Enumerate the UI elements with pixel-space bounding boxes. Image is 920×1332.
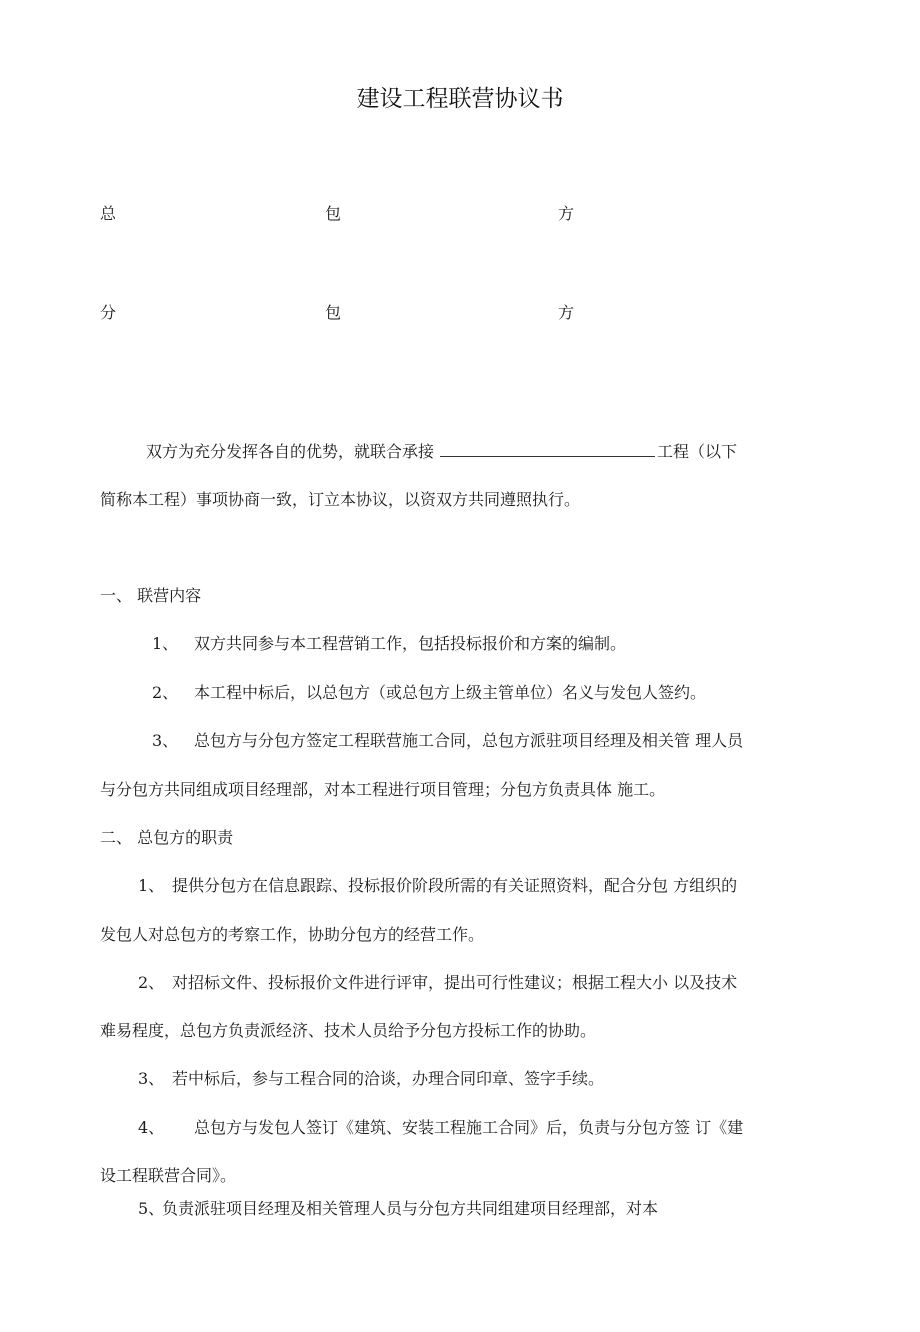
preamble-line-2: 简称本工程）事项协商一致，订立本协议，以资双方共同遵照执行。: [100, 490, 581, 509]
s2-item-5-text: 负责派驻项目经理及相关管理人员与分包方共同组建项目经理部，对本: [162, 1199, 659, 1218]
preamble-text-after: 工程（以下: [657, 442, 738, 461]
party-sub-char-1: 分: [100, 303, 117, 322]
s2-item-5-num: 5、: [138, 1199, 165, 1218]
s2-item-2-num: 2、: [138, 973, 165, 992]
party-sub-char-3: 方: [558, 303, 575, 322]
section-1-heading: 一、 联营内容: [100, 586, 202, 605]
s2-item-1-num: 1、: [138, 876, 165, 895]
s2-item-1-cont: 发包人对总包方的考察工作，协助分包方的经营工作。: [100, 925, 485, 944]
s2-item-2-cont: 难易程度，总包方负责派经济、技术人员给予分包方投标工作的协助。: [100, 1021, 597, 1040]
s2-item-4-text: 总包方与发包人签订《建筑、安装工程施工合同》后，负责与分包方签 订《建: [194, 1118, 744, 1137]
s1-item-3-cont: 与分包方共同组成项目经理部，对本工程进行项目管理；分包方负责具体 施工。: [100, 780, 666, 799]
party-sub-char-2: 包: [325, 303, 342, 322]
s2-item-1-text: 提供分包方在信息跟踪、投标报价阶段所需的有关证照资料，配合分包 方组织的: [172, 876, 738, 895]
preamble-text-before: 双方为充分发挥各自的优势，就联合承接: [146, 442, 435, 461]
s1-item-2-text: 本工程中标后，以总包方（或总包方上级主管单位）名义与发包人签约。: [194, 683, 707, 702]
s1-item-1-text: 双方共同参与本工程营销工作，包括投标报价和方案的编制。: [194, 634, 627, 653]
party-general-char-3: 方: [558, 204, 575, 223]
s1-item-1-num: 1、: [152, 634, 179, 653]
s2-item-4-num: 4、: [138, 1118, 165, 1137]
s2-item-2-text: 对招标文件、投标报价文件进行评审，提出可行性建议；根据工程大小 以及技术: [172, 973, 738, 992]
section-2-heading: 二、 总包方的职责: [100, 828, 234, 847]
project-name-blank: [440, 442, 655, 457]
s1-item-3-text: 总包方与分包方签定工程联营施工合同，总包方派驻项目经理及相关管 理人员: [194, 731, 744, 750]
document-title: 建设工程联营协议书: [356, 86, 564, 112]
s2-item-3-text: 若中标后，参与工程合同的洽谈，办理合同印章、签字手续。: [172, 1069, 605, 1088]
s2-item-4-cont: 设工程联营合同》。: [100, 1166, 237, 1185]
preamble-line-1: [146, 442, 737, 462]
party-general-char-2: 包: [325, 204, 342, 223]
party-general-char-1: 总: [100, 204, 117, 223]
s2-item-3-num: 3、: [138, 1069, 165, 1088]
s1-item-2-num: 2、: [152, 683, 179, 702]
s1-item-3-num: 3、: [152, 731, 179, 750]
